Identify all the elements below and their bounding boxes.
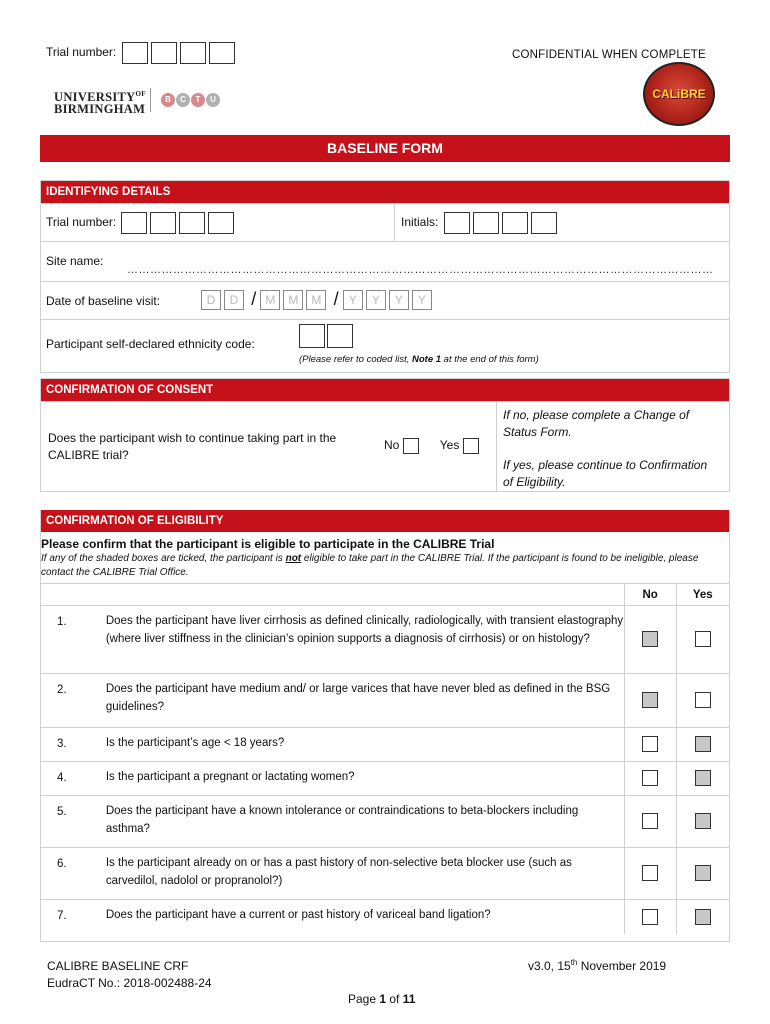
eligibility-table	[41, 583, 729, 934]
date-month-3[interactable]: M	[306, 290, 326, 310]
question-6-no-checkbox[interactable]	[642, 865, 658, 881]
question-3-yes-checkbox[interactable]	[695, 736, 711, 752]
trial-number-label: Trial number:	[46, 215, 117, 230]
date-row	[41, 281, 729, 319]
question-7-no-checkbox[interactable]	[642, 909, 658, 925]
consent-heading: CONFIRMATION OF CONSENT	[41, 379, 729, 401]
question-2-yes-checkbox[interactable]	[695, 692, 711, 708]
eligibility-question-row	[41, 728, 729, 762]
initials-box-2[interactable]	[473, 212, 499, 234]
date-year-3[interactable]: Y	[389, 290, 409, 310]
eligibility-subheading: Please confirm that the participant is eligible to participate in the CALIBRE Trial	[41, 537, 495, 551]
eligibility-question-row	[41, 606, 729, 674]
footer-eudract: EudraCT No.: 2018-002488-24	[47, 976, 212, 990]
eligibility-question-row	[41, 674, 729, 728]
date-month-1[interactable]: M	[260, 290, 280, 310]
question-4-yes-checkbox[interactable]	[695, 770, 711, 786]
eligibility-question-row	[41, 796, 729, 848]
question-number: 5.	[41, 796, 106, 848]
question-2-no-checkbox[interactable]	[642, 692, 658, 708]
initials-box-3[interactable]	[502, 212, 528, 234]
ethnicity-box-2[interactable]	[327, 324, 353, 348]
question-number: 4.	[41, 762, 106, 796]
eligibility-question-row	[41, 848, 729, 900]
trial-number-box-2[interactable]	[150, 212, 176, 234]
ethnicity-row	[41, 319, 729, 372]
question-1-yes-checkbox[interactable]	[695, 631, 711, 647]
eligibility-heading: CONFIRMATION OF ELIGIBILITY	[41, 510, 729, 532]
header-trial-number-box-4[interactable]	[209, 42, 235, 64]
consent-if-no-note: If no, please complete a Change of Status Form.	[503, 408, 690, 439]
date-year-2[interactable]: Y	[366, 290, 386, 310]
initials-box-4[interactable]	[531, 212, 557, 234]
trial-number-box-4[interactable]	[208, 212, 234, 234]
date-field[interactable]: D D / M M M / Y Y Y Y	[201, 289, 435, 310]
consent-row	[41, 401, 729, 491]
question-text: Does the participant have medium and/ or large varices that have never bled as defined in the BSG guidelines?	[106, 674, 624, 728]
footer-page-number: Page 1 of 11	[348, 992, 416, 1006]
question-7-yes-checkbox[interactable]	[695, 909, 711, 925]
question-text: Is the participant a pregnant or lactating women?	[106, 762, 624, 796]
ethnicity-note: (Please refer to coded list, Note 1 at the end of this form)	[299, 354, 539, 365]
question-5-no-checkbox[interactable]	[642, 813, 658, 829]
question-6-yes-checkbox[interactable]	[695, 865, 711, 881]
consent-yes-label: Yes	[439, 438, 460, 453]
date-year-4[interactable]: Y	[412, 290, 432, 310]
header-trial-number-label: Trial number:	[46, 45, 117, 60]
initials-label: Initials:	[401, 215, 439, 230]
header-trial-number-box-2[interactable]	[151, 42, 177, 64]
site-name-label: Site name:	[46, 254, 104, 268]
question-number: 6.	[41, 848, 106, 900]
ethnicity-label: Participant self-declared ethnicity code:	[46, 337, 255, 351]
identifying-details-section	[40, 180, 730, 373]
question-text: Does the participant have a current or past history of variceal band ligation?	[106, 900, 624, 934]
question-number: 1.	[41, 606, 106, 674]
consent-no-checkbox[interactable]	[403, 438, 419, 454]
header-trial-number-box-1[interactable]	[122, 42, 148, 64]
question-number: 2.	[41, 674, 106, 728]
consent-yes-checkbox[interactable]	[463, 438, 479, 454]
ethnicity-box-1[interactable]	[299, 324, 325, 348]
site-name-field[interactable]: ………………………………………………………………………………………………………………………………………	[127, 264, 714, 276]
site-name-row	[41, 241, 729, 281]
question-4-no-checkbox[interactable]	[642, 770, 658, 786]
eligibility-instructions	[41, 532, 729, 583]
question-text: Does the participant have a known intolerance or contraindications to beta-blockers including asthma?	[106, 796, 624, 848]
question-text: Is the participant’s age < 18 years?	[106, 728, 624, 762]
bctu-logo: B C T U	[150, 88, 221, 112]
date-year-1[interactable]: Y	[343, 290, 363, 310]
question-text: Does the participant have liver cirrhosis as defined clinically, radiologically, with transient elastography (where liver stiffness in the clinician’s opinion supports a diagnosis of cirrhosis) or on histology?	[106, 606, 624, 674]
calibre-logo: CALiBRE	[643, 62, 715, 126]
consent-no-label: No	[384, 438, 400, 453]
footer-crf: CALIBRE BASELINE CRF	[47, 959, 189, 973]
eligibility-question-row	[41, 762, 729, 796]
header-trial-number-box-3[interactable]	[180, 42, 206, 64]
eligibility-question-row	[41, 900, 729, 934]
eligibility-header-row	[41, 584, 729, 606]
question-number: 3.	[41, 728, 106, 762]
university-of-birmingham-logo: $UNIVERSITY^{OF}$ BIRMINGHAM	[54, 90, 146, 117]
question-5-yes-checkbox[interactable]	[695, 813, 711, 829]
question-text: Is the participant already on or has a past history of non-selective beta blocker use (such as carvedilol, nadolol or propranolol?)	[106, 848, 624, 900]
question-number: 7.	[41, 900, 106, 934]
eligibility-instruction-text: If any of the shaded boxes are ticked, the participant is not eligible to take part in the CALIBRE Trial. If the participant is found to be ineligible, please contact the CALIBRE Trial Office.	[41, 553, 699, 578]
form-title: BASELINE FORM	[40, 135, 730, 162]
identifying-details-heading: IDENTIFYING DETAILS	[41, 181, 729, 203]
date-day-2[interactable]: D	[224, 290, 244, 310]
initials-box-1[interactable]	[444, 212, 470, 234]
date-month-2[interactable]: M	[283, 290, 303, 310]
header-trial-number	[46, 42, 238, 64]
date-day-1[interactable]: D	[201, 290, 221, 310]
trial-number-row	[41, 203, 729, 241]
footer-left	[47, 958, 212, 992]
col-no-header: No	[624, 584, 676, 606]
footer-version: v3.0, 15th November 2019	[528, 958, 667, 973]
eligibility-section	[40, 510, 730, 942]
consent-section	[40, 378, 730, 492]
consent-if-yes-note: If yes, please continue to Confirmation of Eligibility.	[503, 458, 708, 489]
confidential-notice: CONFIDENTIAL WHEN COMPLETE	[512, 49, 706, 61]
trial-number-box-1[interactable]	[121, 212, 147, 234]
consent-question: Does the participant wish to continue taking part in the CALIBRE trial?	[48, 431, 337, 462]
col-yes-header: Yes	[676, 584, 729, 606]
question-1-no-checkbox[interactable]	[642, 631, 658, 647]
date-label: Date of baseline visit:	[46, 294, 161, 308]
trial-number-box-3[interactable]	[179, 212, 205, 234]
question-3-no-checkbox[interactable]	[642, 736, 658, 752]
